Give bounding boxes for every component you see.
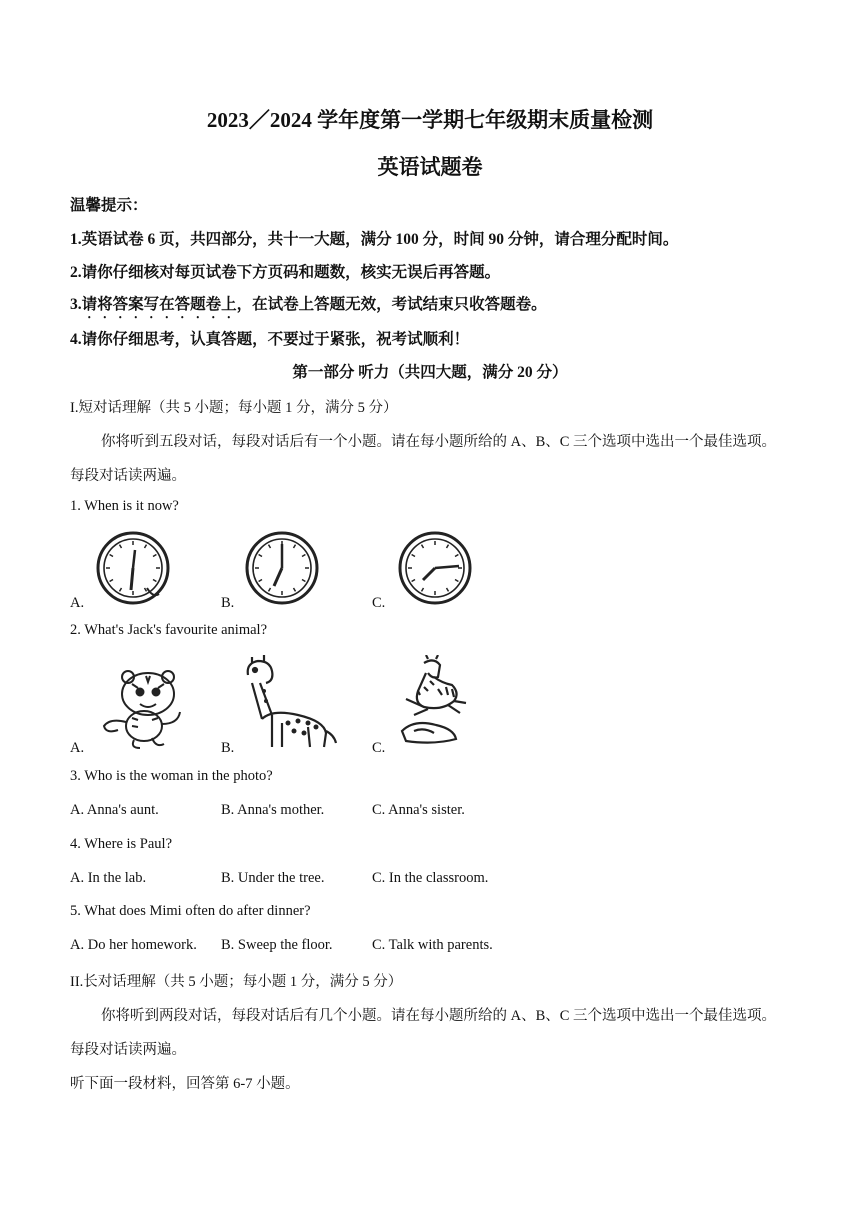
q5-option-a: A. Do her homework. <box>70 937 197 953</box>
exam-subtitle: 英语试题卷 <box>377 155 483 179</box>
q2-option-a: A. <box>70 740 85 756</box>
giraffe-image <box>238 653 342 751</box>
section2-instruction: 你将听到两段对话，每段对话后有几个小题。请在每小题所给的 A、B、C 三个选项中选出一个最佳选项。 <box>101 1008 777 1024</box>
q5-option-b: B. Sweep the floor. <box>221 937 333 953</box>
tip-3 <box>70 292 547 322</box>
exam-title: 2023／2024 学年度第一学期七年级期末质量检测 <box>206 108 654 132</box>
question-3: 3. Who is the woman in the photo? <box>70 768 273 784</box>
q5-option-c: C. Talk with parents. <box>372 937 493 953</box>
q1-option-c: C. <box>372 595 386 611</box>
clock-b-image <box>244 528 324 608</box>
q4-option-a: A. In the lab. <box>70 870 147 886</box>
clock-c-image <box>397 528 477 608</box>
tip-1: 1.英语试卷 6 页，共四部分，共十一大题，满分 100 分，时间 90 分钟，请合理分配时间。 <box>70 231 679 248</box>
question-5: 5. What does Mimi often do after dinner? <box>70 903 311 919</box>
q2-option-b: B. <box>221 740 235 756</box>
section1-instruction-2: 每段对话读两遍。 <box>70 468 186 484</box>
tip-2: 2.请你仔细核对每页试卷下方页码和题数，核实无误后再答题。 <box>70 264 501 281</box>
q3-option-a: A. Anna's aunt. <box>70 802 159 818</box>
section1-instruction: 你将听到五段对话，每段对话后有一个小题。请在每小题所给的 A、B、C 三个选项中选出一个最佳选项。 <box>101 434 777 450</box>
q1-option-b: B. <box>221 595 235 611</box>
section2-note: 听下面一段材料，回答第 6-7 小题。 <box>70 1076 300 1092</box>
tip-3-emphasis: 请将答案写在答题卷上 <box>81 296 237 313</box>
zebra-image <box>394 655 472 745</box>
section1-title: I.短对话理解（共 5 小题；每小题 1 分，满分 5 分） <box>70 400 398 416</box>
q1-option-a: A. <box>70 595 85 611</box>
tiger-image <box>96 668 188 750</box>
part1-heading: 第一部分 听力（共四大题，满分 20 分） <box>292 364 568 381</box>
tip-3-suffix: ，在试卷上答题无效，考试结束只收答题卷。 <box>236 296 547 313</box>
q3-option-c: C. Anna's sister. <box>372 802 465 818</box>
question-2: 2. What's Jack's favourite animal? <box>70 622 268 638</box>
clock-a-image <box>95 528 175 608</box>
q2-option-c: C. <box>372 740 386 756</box>
tips-heading: 温馨提示： <box>70 197 148 214</box>
question-1: 1. When is it now? <box>70 498 179 514</box>
section2-title: II.长对话理解（共 5 小题；每小题 1 分，满分 5 分） <box>70 974 403 990</box>
question-4: 4. Where is Paul? <box>70 836 173 852</box>
tip-4: 4.请你仔细思考，认真答题，不要过于紧张，祝考试顺利！ <box>70 331 470 348</box>
tip-3-prefix: 3. <box>70 296 82 313</box>
q4-option-b: B. Under the tree. <box>221 870 325 886</box>
section2-instruction-2: 每段对话读两遍。 <box>70 1042 186 1058</box>
q3-option-b: B. Anna's mother. <box>221 802 325 818</box>
q4-option-c: C. In the classroom. <box>372 870 489 886</box>
